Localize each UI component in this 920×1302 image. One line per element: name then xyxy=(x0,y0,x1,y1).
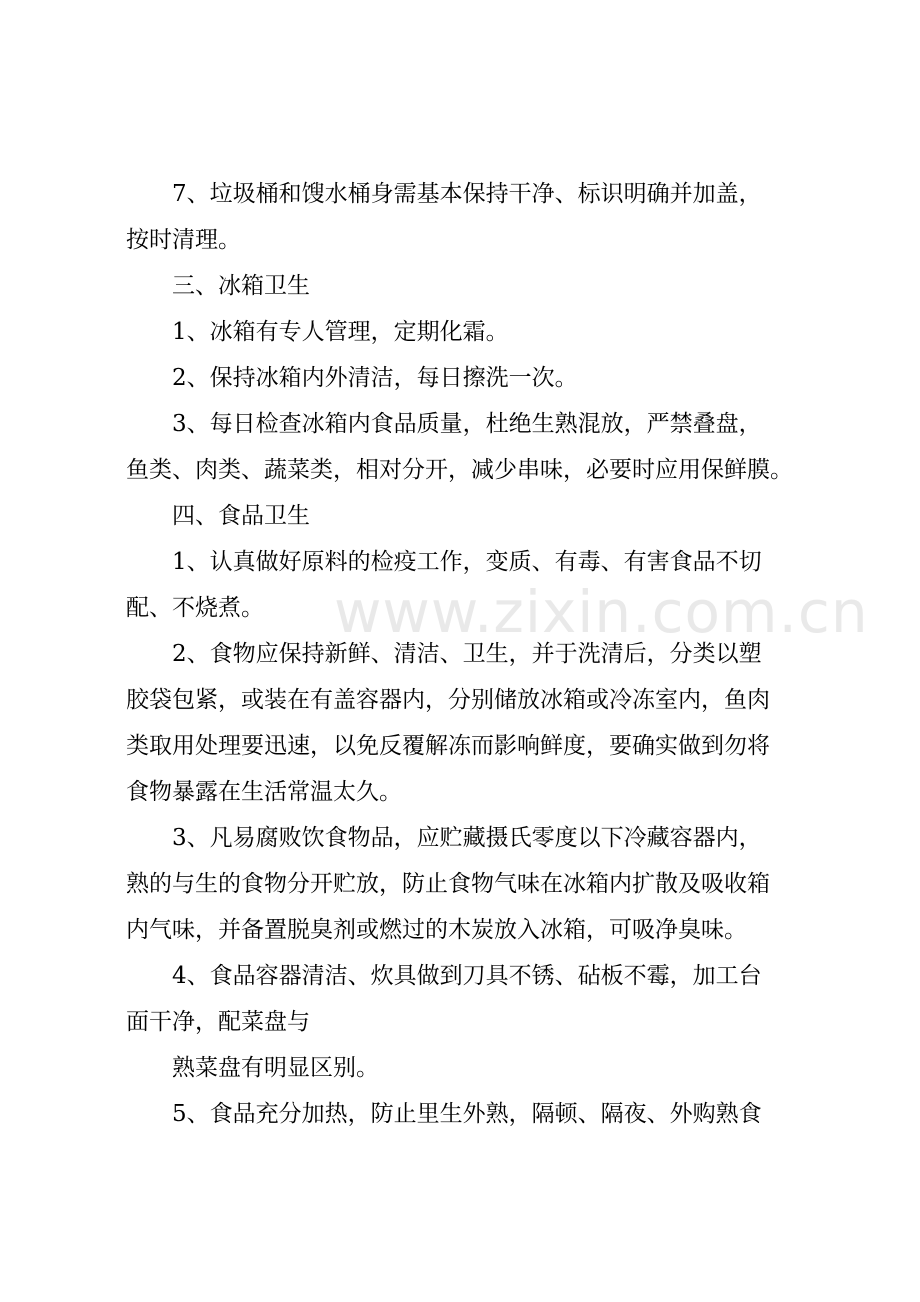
paragraph-line: 鱼类、肉类、蔬菜类，相对分开，减少串味，必要时应用保鲜膜。 xyxy=(126,457,793,483)
watermark: www.zixin.com.cn xyxy=(334,578,869,646)
paragraph-line: 按时清理。 xyxy=(126,227,241,253)
paragraph-line: 食物暴露在生活常温太久。 xyxy=(126,779,402,805)
paragraph-line: 4、食品容器清洁、炊具做到刀具不锈、砧板不霉，加工台 xyxy=(172,963,762,989)
paragraph-line: 2、食物应保持新鲜、清洁、卫生，并于洗清后，分类以塑 xyxy=(172,641,762,667)
section-heading: 三、冰箱卫生 xyxy=(172,273,310,299)
paragraph-line: 内气味，并备置脱臭剂或燃过的木炭放入冰箱，可吸净臭味。 xyxy=(126,917,747,943)
paragraph-line: 5、食品充分加热，防止里生外熟，隔顿、隔夜、外购熟食 xyxy=(172,1101,762,1127)
paragraph-line: 熟的与生的食物分开贮放，防止食物气味在冰箱内扩散及吸收箱 xyxy=(126,871,770,897)
paragraph-line: 2、保持冰箱内外清洁，每日擦洗一次。 xyxy=(172,365,578,391)
paragraph-line: 类取用处理要迅速，以免反覆解冻而影响鲜度，要确实做到勿将 xyxy=(126,733,770,759)
paragraph-line: 3、每日检查冰箱内食品质量，杜绝生熟混放，严禁叠盘， xyxy=(172,411,762,437)
paragraph-line: 配、不烧煮。 xyxy=(126,595,264,621)
paragraph-line: 面干净，配菜盘与 xyxy=(126,1009,310,1035)
paragraph-line: 熟菜盘有明显区别。 xyxy=(172,1055,379,1081)
section-heading: 四、食品卫生 xyxy=(172,503,310,529)
paragraph-line: 7、垃圾桶和馊水桶身需基本保持干净、标识明确并加盖， xyxy=(172,181,762,207)
paragraph-line: 3、凡易腐败饮食物品，应贮藏摄氏零度以下冷藏容器内， xyxy=(172,825,762,851)
paragraph-line: 1、认真做好原料的检疫工作，变质、有毒、有害食品不切 xyxy=(172,549,762,575)
paragraph-line: 胶袋包紧，或装在有盖容器内，分别储放冰箱或冷冻室内，鱼肉 xyxy=(126,687,770,713)
paragraph-line: 1、冰箱有专人管理，定期化霜。 xyxy=(172,319,509,345)
